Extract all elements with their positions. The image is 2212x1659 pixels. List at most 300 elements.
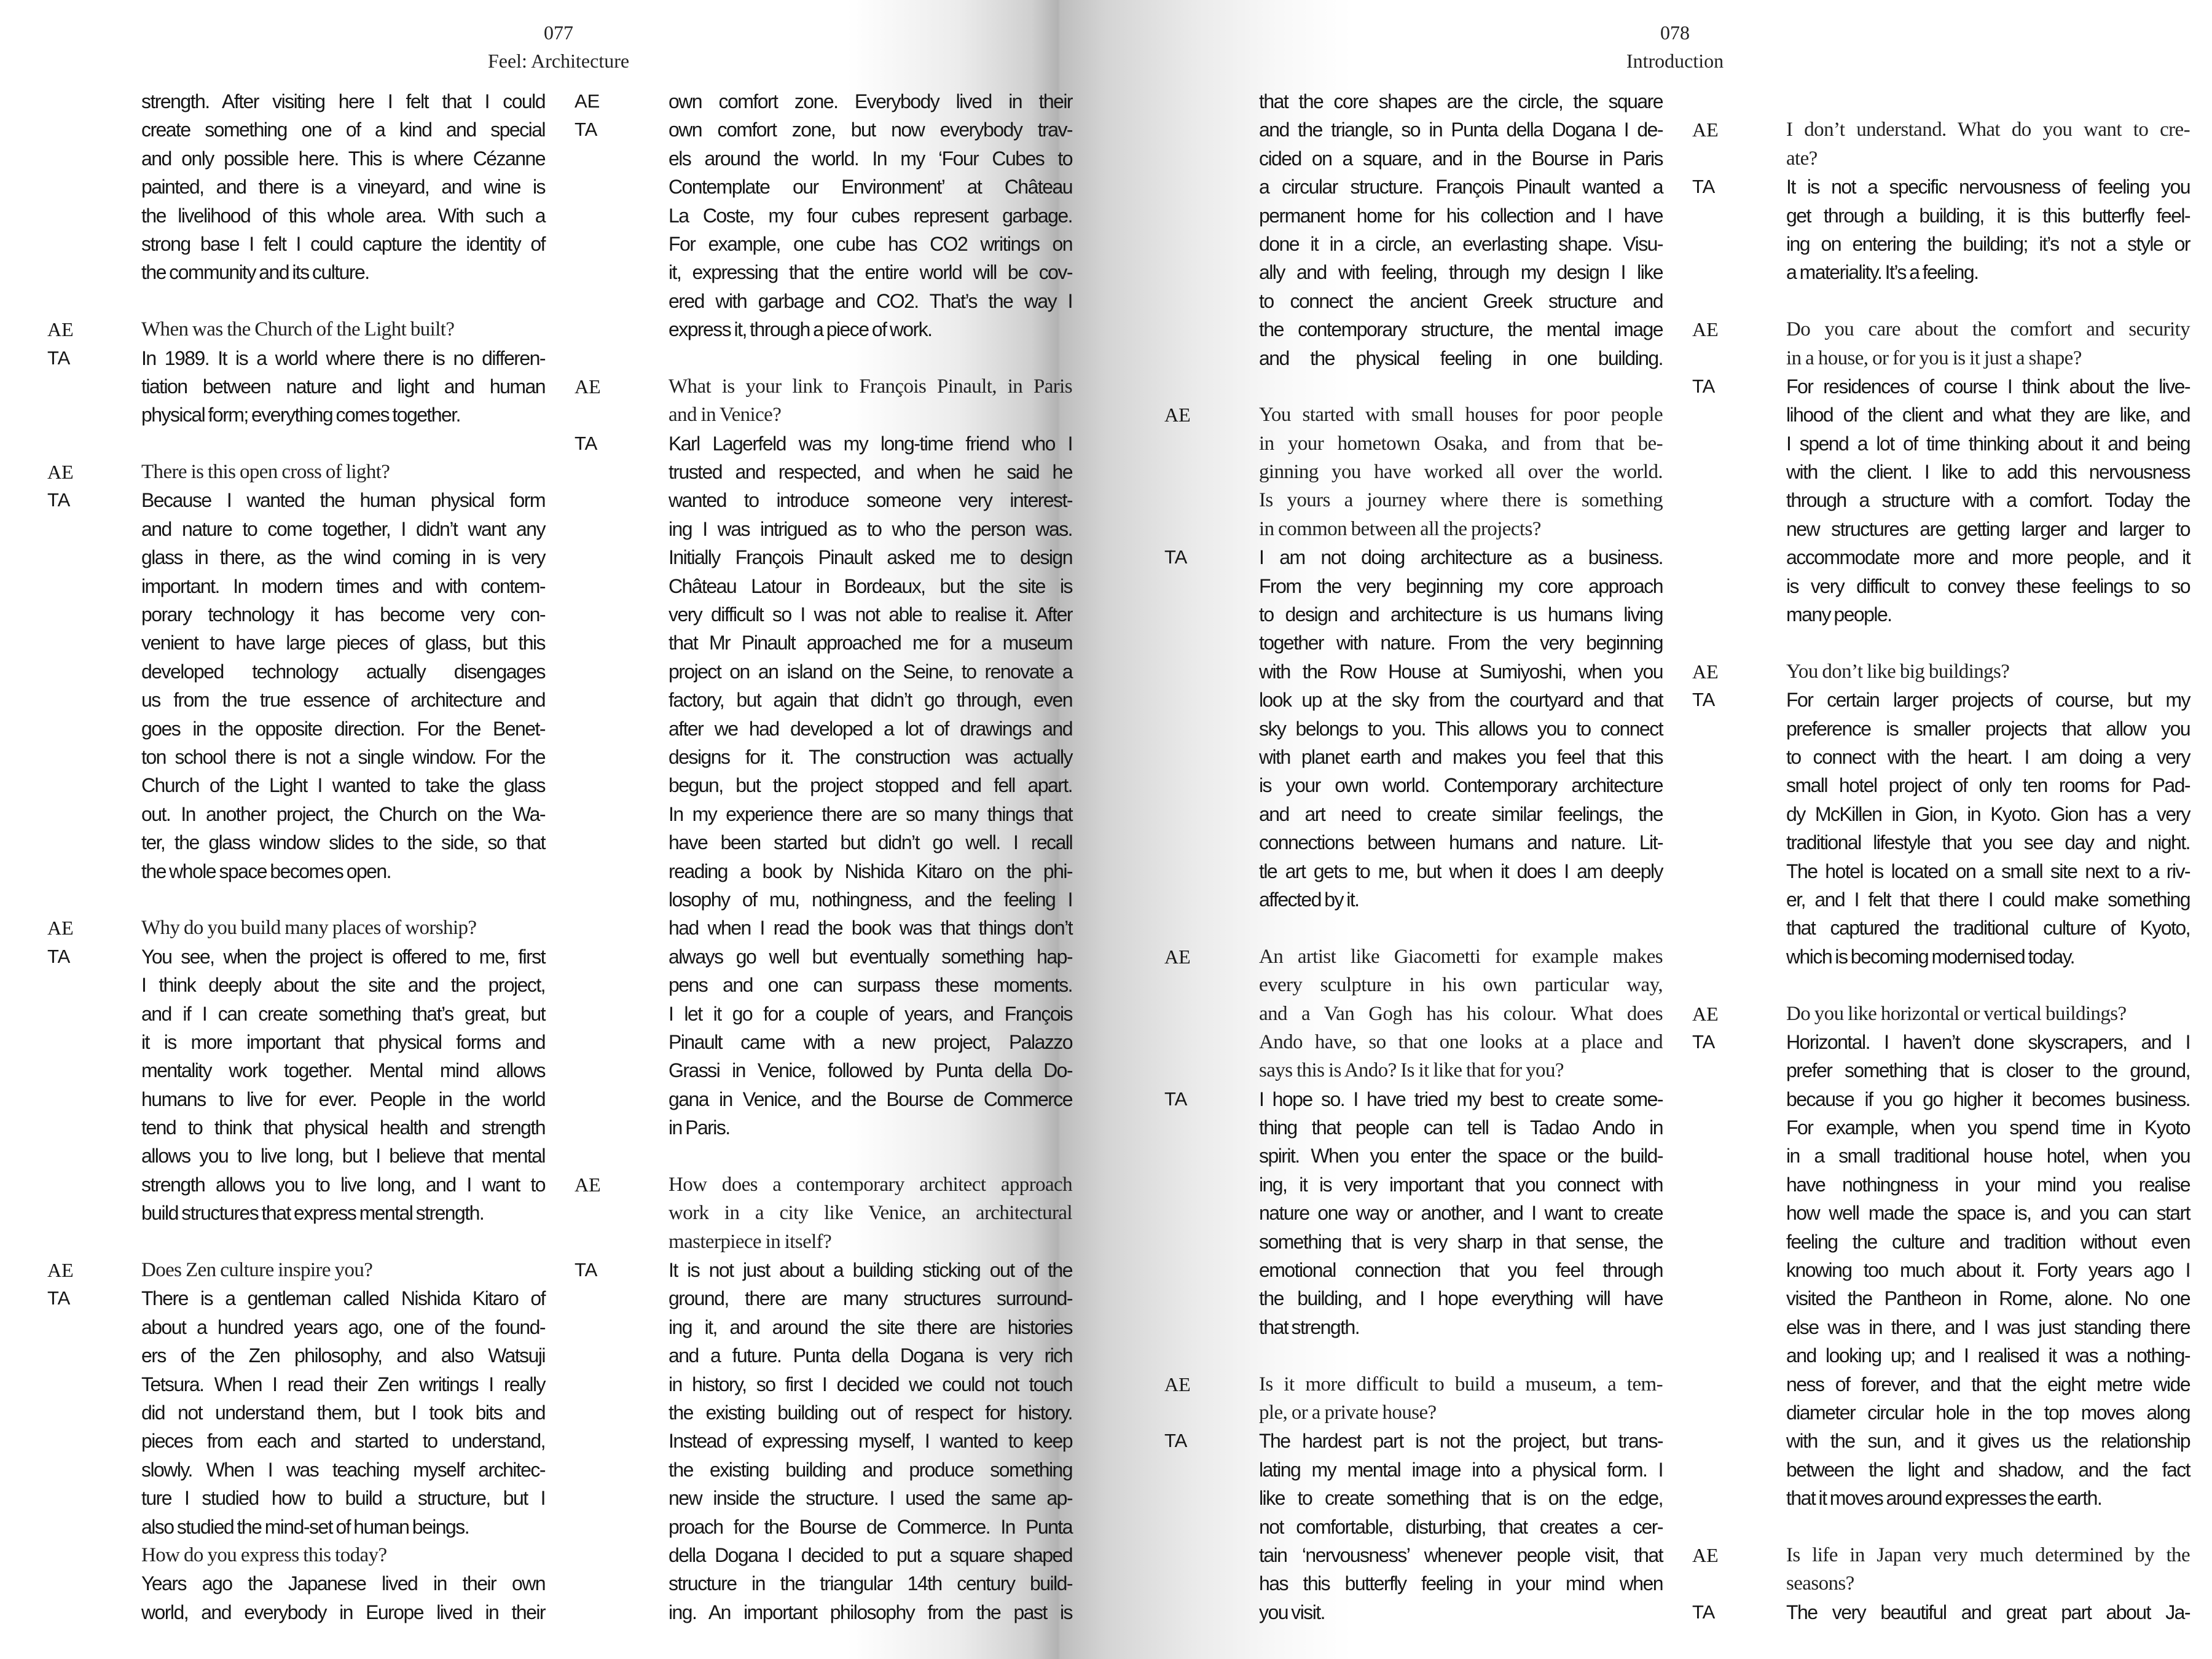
text-line: strength allows you to live long, and I want to (141, 1173, 545, 1196)
text-line: What is your link to François Pinault, in Paris (669, 375, 1072, 398)
text-line: build structures that express mental strength. (141, 1202, 484, 1225)
label-spacer (1164, 258, 1214, 286)
text-column-4 (1786, 116, 2190, 1626)
label-spacer (575, 1541, 624, 1569)
text-line: ers of the Zen philosophy, and also Watsuji (141, 1344, 545, 1367)
text-column-3 (1259, 87, 1663, 1626)
label-spacer (1692, 1256, 1741, 1284)
paragraph-gap (47, 429, 96, 458)
label-spacer (575, 771, 624, 799)
text-line: Grassi in Venice, followed by Punta della Do- (669, 1059, 1072, 1082)
text-line: porary technology it has become very con- (141, 603, 545, 626)
text-line: proach for the Bourse de Commerce. In Punta (669, 1515, 1072, 1538)
text-line: From the very beginning my core approach (1259, 575, 1663, 597)
speaker-labels-column-3 (1164, 87, 1214, 1626)
label-spacer (1692, 1228, 1741, 1256)
text-line: feeling the culture and tradition without even (1786, 1230, 2190, 1253)
text-line: and the physical feeling in one building. (1259, 347, 1663, 369)
speaker-label: TA (47, 945, 71, 967)
text-line: in common between all the projects? (1259, 517, 1541, 540)
text-line: I am not doing architecture as a business. (1259, 546, 1663, 569)
text-line: I don’t understand. What do you want to cre- (1786, 119, 2190, 141)
text-line: the contemporary structure, the mental image (1259, 318, 1663, 341)
label-spacer (575, 1513, 624, 1541)
text-line: tain ‘nervousness’ whenever people visit, that (1259, 1543, 1663, 1566)
paragraph-gap (141, 287, 545, 315)
text-line: strength. After visiting here I felt that I could (141, 90, 545, 112)
label-spacer (1164, 572, 1214, 600)
interview-question (1786, 1541, 2190, 1598)
label-spacer (1164, 686, 1214, 714)
label-spacer (575, 743, 624, 771)
text-line: thing that people can tell is Tadao Ando in (1259, 1116, 1663, 1139)
label-spacer (1692, 572, 1741, 600)
text-line: There is this open cross of light? (141, 461, 390, 484)
interview-question (1786, 1000, 2190, 1028)
text-line: with the Row House at Sumiyoshi, when you (1259, 660, 1663, 683)
text-line: slowly. When I was teaching myself architec- (141, 1458, 545, 1481)
label-spacer (1164, 515, 1214, 543)
label-spacer (1164, 971, 1214, 999)
label-spacer (1692, 1484, 1741, 1512)
text-line: permanent home for his collection and I have (1259, 204, 1663, 227)
text-line: have nothingness in your mind you realise (1786, 1173, 2190, 1196)
label-spacer (1164, 857, 1214, 885)
paragraph-gap (141, 1228, 545, 1256)
interview-question (1786, 315, 2190, 372)
label-spacer (575, 629, 624, 657)
text-line: to design and architecture is us humans living (1259, 603, 1663, 626)
label-spacer (575, 230, 624, 258)
text-line: cided on a square, and in the Bourse in Paris (1259, 147, 1663, 170)
text-line: I think deeply about the site and the project, (141, 974, 545, 997)
text-line: and a future. Punta della Dogana is very rich (669, 1344, 1072, 1367)
label-spacer (1164, 1456, 1214, 1484)
text-line: get through a building, it is this butterfly feel- (1786, 204, 2190, 227)
label-spacer (575, 600, 624, 629)
label-spacer (47, 1000, 96, 1028)
text-line: La Coste, my four cubes represent garbage. (669, 204, 1072, 227)
interview-answer (669, 429, 1072, 1142)
label-spacer (1692, 914, 1741, 942)
text-line: visited the Pantheon in Rome, alone. No one (1786, 1287, 2190, 1310)
text-line: lihood of the client and what they are like, and (1786, 404, 2190, 426)
text-line: How do you express this today? (141, 1543, 387, 1566)
label-spacer (1692, 1113, 1741, 1142)
text-line: and if I can create something that’s great, but (141, 1002, 545, 1025)
text-line: it is more important that physical forms and (141, 1030, 545, 1053)
text-line: project on an island on the Seine, to renovate a (669, 660, 1072, 683)
text-line: new inside the structure. I used the same ap- (669, 1487, 1072, 1510)
text-line: world, and everybody in Europe lived in their (141, 1601, 545, 1623)
text-line: Château Latour in Bordeaux, but the site is (669, 575, 1072, 597)
label-spacer (1164, 600, 1214, 629)
speaker-label: AE (47, 461, 74, 484)
label-spacer (1692, 857, 1741, 885)
label-spacer (575, 1484, 624, 1512)
label-spacer (1164, 657, 1214, 686)
label-spacer (47, 686, 96, 714)
label-spacer (575, 1427, 624, 1455)
speaker-label: AE (575, 1173, 601, 1196)
text-line: had when I read the book was that things don’t (669, 917, 1072, 939)
label-spacer (575, 1313, 624, 1341)
label-spacer (1164, 144, 1214, 173)
text-line: knowing too much about it. Forty years ago I (1786, 1259, 2190, 1282)
text-line: In my experience there are so many things that (669, 802, 1072, 825)
text-line: ginning you have worked all over the world. (1259, 461, 1663, 484)
text-line: affected by it. (1259, 888, 1359, 911)
label-spacer (1164, 629, 1214, 657)
label-spacer (47, 372, 96, 401)
text-line: every sculpture in his own particular way, (1259, 974, 1663, 997)
text-line: and looking up; and I realised it was a nothing- (1786, 1344, 2190, 1367)
label-spacer (47, 1341, 96, 1370)
text-line: us from the true essence of architecture and (141, 689, 545, 712)
text-line: Is life in Japan very much determined by the (1786, 1543, 2190, 1566)
label-spacer (1692, 1142, 1741, 1170)
label-spacer (575, 401, 624, 429)
text-line: that the core shapes are the circle, the square (1259, 90, 1663, 112)
text-line: Tetsura. When I read their Zen writings I really (141, 1373, 545, 1395)
interview-answer (1786, 372, 2190, 629)
text-line: own comfort zone, but now everybody trav- (669, 119, 1072, 141)
speaker-label: TA (47, 489, 71, 511)
interview-question (141, 1541, 545, 1569)
text-line: You see, when the project is offered to me, first (141, 945, 545, 968)
paragraph-gap (1259, 1341, 1663, 1370)
label-spacer (1692, 1398, 1741, 1427)
text-line: For example, one cube has CO2 writings on (669, 232, 1072, 255)
page-header-left (374, 18, 743, 75)
label-spacer (575, 885, 624, 914)
text-line: has this butterfly feeling in your mind when (1259, 1572, 1663, 1595)
speaker-label: AE (1692, 1002, 1719, 1025)
label-spacer (1692, 743, 1741, 771)
label-spacer (1164, 287, 1214, 315)
label-spacer (575, 1000, 624, 1028)
text-line: in your hometown Osaka, and from that be- (1259, 432, 1663, 455)
text-line: trusted and respected, and when he said he (669, 461, 1072, 484)
label-spacer (575, 1028, 624, 1056)
label-spacer (575, 202, 624, 230)
label-spacer (47, 743, 96, 771)
text-line: the building, and I hope everything will have (1259, 1287, 1663, 1310)
page-number: 078 (1660, 22, 1690, 44)
label-spacer (1164, 800, 1214, 828)
label-spacer (47, 771, 96, 799)
text-line: There is a gentleman called Nishida Kitaro of (141, 1287, 545, 1310)
text-line: The very beautiful and great part about Ja- (1786, 1601, 2190, 1623)
text-line: pieces from each and started to understand, (141, 1430, 545, 1453)
text-line: says this is Ando? Is it like that for you? (1259, 1059, 1564, 1082)
text-line: prefer something that is closer to the ground, (1786, 1059, 2190, 1082)
text-line: tle art gets to me, but when it does I am deeply (1259, 860, 1663, 882)
paragraph-gap (1164, 1341, 1214, 1370)
label-spacer (1692, 1427, 1741, 1455)
text-line: Does Zen culture inspire you? (141, 1259, 373, 1282)
speaker-label: TA (575, 432, 598, 454)
text-line: and a Van Gogh has his colour. What does (1259, 1002, 1663, 1025)
label-spacer (1164, 87, 1214, 116)
text-line: lating my mental image into a physical form. I (1259, 1458, 1663, 1481)
text-line: humans to live for ever. People in the world (141, 1088, 545, 1110)
interview-question (1259, 401, 1663, 543)
label-spacer (1164, 1284, 1214, 1312)
text-line: out. In another project, the Church on the Wa- (141, 802, 545, 825)
text-line: the existing building out of respect for history. (669, 1401, 1072, 1424)
text-line: ing. An important philosophy from the past is (669, 1601, 1072, 1623)
label-spacer (1692, 258, 1741, 286)
label-spacer (1692, 1056, 1741, 1084)
interview-question (669, 1171, 1072, 1256)
speaker-label: TA (1692, 689, 1716, 711)
paragraph-gap (141, 429, 545, 458)
text-line: with planet earth and makes you feel that this (1259, 745, 1663, 768)
interview-question (1259, 1370, 1663, 1427)
label-spacer (47, 1398, 96, 1427)
text-line: It is not a specific nervousness of feeling you (1786, 176, 2190, 198)
paragraph-gap (1786, 287, 2190, 315)
label-spacer (1692, 486, 1741, 514)
label-spacer (575, 258, 624, 286)
label-spacer (575, 515, 624, 543)
label-spacer (1692, 344, 1741, 372)
text-line: accommodate more and more people, and it (1786, 546, 2190, 569)
label-spacer (47, 1171, 96, 1199)
label-spacer (1692, 429, 1741, 458)
text-line: in a small traditional house hotel, when you (1786, 1145, 2190, 1167)
label-spacer (1692, 715, 1741, 743)
label-spacer (1164, 116, 1214, 144)
label-spacer (47, 1142, 96, 1170)
text-line: developed technology actually disengages (141, 660, 545, 683)
text-line: Instead of expressing myself, I wanted to keep (669, 1430, 1072, 1453)
text-line: else was in there, and I was just standing there (1786, 1316, 2190, 1338)
text-line: that captured the traditional culture of Kyoto, (1786, 917, 2190, 939)
speaker-labels-column-4 (1692, 116, 1741, 1626)
text-line: I spend a lot of time thinking about it and being (1786, 432, 2190, 455)
paragraph-gap (1786, 971, 2190, 999)
label-spacer (1692, 515, 1741, 543)
text-line: tend to think that physical health and strength (141, 1116, 545, 1139)
text-line: er, and I felt that there I could make something (1786, 888, 2190, 911)
label-spacer (575, 1569, 624, 1598)
label-spacer (575, 173, 624, 201)
text-line: Horizontal. I haven’t done skyscrapers, and I (1786, 1030, 2190, 1053)
text-line: seasons? (1786, 1572, 1854, 1595)
text-line: ered with garbage and CO2. That’s the way I (669, 289, 1072, 312)
speaker-label: TA (575, 119, 598, 141)
label-spacer (1164, 1142, 1214, 1170)
text-line: with the client. I like to add this nervousness (1786, 461, 2190, 484)
text-line: and art need to create similar feelings, the (1259, 802, 1663, 825)
interview-question (1786, 116, 2190, 173)
label-spacer (575, 1113, 624, 1142)
label-spacer (1164, 202, 1214, 230)
interview-answer (1259, 543, 1663, 914)
text-line: new structures are getting larger and larger to (1786, 517, 2190, 540)
text-line: did not understand them, but I took bits and (141, 1401, 545, 1424)
label-spacer (1692, 1341, 1741, 1370)
text-column-1 (141, 87, 545, 1626)
label-spacer (575, 1398, 624, 1427)
label-spacer (1164, 315, 1214, 343)
paragraph-gap (47, 1228, 96, 1256)
text-line: also studied the mind-set of human beings. (141, 1515, 469, 1538)
label-spacer (47, 1028, 96, 1056)
label-spacer (575, 657, 624, 686)
interview-answer (1786, 173, 2190, 287)
speaker-labels-column-2 (575, 87, 624, 1626)
paragraph-gap (47, 287, 96, 315)
text-line: look up at the sky from the courtyard and that (1259, 689, 1663, 712)
text-line: Initially François Pinault asked me to design (669, 546, 1072, 569)
text-line: For certain larger projects of course, but my (1786, 689, 2190, 712)
text-line: to connect the ancient Greek structure and (1259, 289, 1663, 312)
label-spacer (575, 914, 624, 942)
label-spacer (1692, 202, 1741, 230)
text-line: Church of the Light I wanted to take the glass (141, 774, 545, 797)
interview-question (669, 372, 1072, 429)
text-line: ate? (1786, 147, 1818, 170)
label-spacer (1164, 1313, 1214, 1341)
text-line: wanted to introduce someone very interest- (669, 489, 1072, 512)
paragraph-gap (1786, 629, 2190, 657)
label-spacer (1164, 458, 1214, 486)
interview-question (141, 458, 545, 486)
label-spacer (1692, 144, 1741, 173)
text-line: is very difficult to convey these feelings to so (1786, 575, 2190, 597)
label-spacer (1692, 1171, 1741, 1199)
label-spacer (575, 828, 624, 857)
label-spacer (1164, 1171, 1214, 1199)
label-spacer (1692, 401, 1741, 429)
paragraph-gap (669, 1142, 1072, 1170)
text-line: ton school there is not a single window. For the (141, 745, 545, 768)
interview-answer (141, 1284, 545, 1541)
text-line: preference is smaller projects that allow you (1786, 717, 2190, 740)
text-line: della Dogana I decided to put a square shaped (669, 1543, 1072, 1566)
text-line: Do you care about the comfort and security (1786, 318, 2190, 341)
text-line: with the sun, and it gives us the relationship (1786, 1430, 2190, 1453)
speaker-label: AE (575, 90, 600, 112)
text-line: Karl Lagerfeld was my long-time friend who I (669, 432, 1072, 455)
label-spacer (1164, 885, 1214, 914)
label-spacer (575, 1284, 624, 1312)
label-spacer (47, 515, 96, 543)
label-spacer (47, 401, 96, 429)
text-line: ing, it is very important that you connect with (1259, 1173, 1663, 1196)
text-line: factory, but again that didn’t go through, even (669, 689, 1072, 712)
text-line: in a house, or for you is it just a shape? (1786, 347, 2082, 369)
text-line: through a structure with a comfort. Today the (1786, 489, 2190, 512)
speaker-label: AE (1692, 119, 1719, 141)
label-spacer (1164, 1028, 1214, 1056)
speaker-label: TA (1692, 1601, 1716, 1623)
text-line: mentality work together. Mental mind allows (141, 1059, 545, 1082)
text-line: Do you like horizontal or vertical buildings? (1786, 1002, 2127, 1025)
label-spacer (1692, 543, 1741, 571)
label-spacer (1692, 885, 1741, 914)
text-line: and in Venice? (669, 404, 782, 426)
label-spacer (575, 1228, 624, 1256)
label-spacer (1692, 1456, 1741, 1484)
speaker-labels-column-1 (47, 87, 96, 1626)
label-spacer (575, 315, 624, 343)
label-spacer (575, 572, 624, 600)
text-line: that it moves around expresses the earth. (1786, 1487, 2102, 1510)
section-title: Feel: Architecture (487, 50, 630, 72)
text-line: When was the Church of the Light built? (141, 318, 455, 341)
text-line: sky belongs to you. This allows you to connect (1259, 717, 1663, 740)
text-line: together with nature. From the very beginning (1259, 632, 1663, 654)
label-spacer (1164, 1513, 1214, 1541)
paragraph-gap (1259, 914, 1663, 942)
text-line: For residences of course I think about the live- (1786, 375, 2190, 398)
text-line: The hotel is located on a small site next to a riv- (1786, 860, 2190, 882)
text-line: ing it, and around the site there are histories (669, 1316, 1072, 1338)
text-line: work in a city like Venice, an architectural (669, 1202, 1072, 1225)
label-spacer (1164, 1598, 1214, 1626)
text-line: the whole space becomes open. (141, 860, 391, 882)
label-spacer (1164, 715, 1214, 743)
text-line: and nature to come together, I didn’t want any (141, 517, 545, 540)
label-spacer (47, 1370, 96, 1398)
text-line: tiation between nature and light and human (141, 375, 545, 398)
text-line: designs for it. The construction was actually (669, 745, 1072, 768)
text-line: important. In modern times and with contem- (141, 575, 545, 597)
label-spacer (47, 116, 96, 144)
speaker-label: AE (1164, 1373, 1191, 1395)
label-spacer (575, 715, 624, 743)
label-spacer (47, 1085, 96, 1113)
text-line: masterpiece in itself? (669, 1230, 832, 1253)
label-spacer (575, 1199, 624, 1227)
text-column-2 (669, 87, 1072, 1626)
text-line: strong base I felt I could capture the identity of (141, 232, 545, 255)
text-line: diameter circular hole in the top moves along (1786, 1401, 2190, 1424)
interview-answer (1786, 1598, 2190, 1626)
label-spacer (47, 657, 96, 686)
text-line: always go well but eventually something hap- (669, 945, 1072, 968)
label-spacer (1692, 1313, 1741, 1341)
text-line: something that is very sharp in that sense, the (1259, 1230, 1663, 1253)
interview-answer (141, 344, 545, 429)
label-spacer (575, 1056, 624, 1084)
text-line: painted, and there is a vineyard, and wine is (141, 176, 545, 198)
label-spacer (1692, 1370, 1741, 1398)
text-line: An artist like Giacometti for example makes (1259, 945, 1663, 968)
text-line: you visit. (1259, 1601, 1325, 1623)
speaker-label: AE (1692, 318, 1719, 341)
label-spacer (575, 686, 624, 714)
text-line: in Paris. (669, 1116, 730, 1139)
interview-answer (1786, 686, 2190, 971)
text-line: nature one way or another, and I want to create (1259, 1202, 1663, 1225)
text-line: because if you go higher it becomes business. (1786, 1088, 2190, 1110)
label-spacer (575, 1370, 624, 1398)
label-spacer (47, 629, 96, 657)
label-spacer (1164, 1000, 1214, 1028)
text-line: physical form; everything comes together. (141, 404, 460, 426)
label-spacer (47, 1199, 96, 1227)
text-line: the livelihood of this whole area. With such a (141, 204, 545, 227)
label-spacer (1164, 771, 1214, 799)
label-spacer (1692, 458, 1741, 486)
text-line: reading a book by Nishida Kitaro on the phi- (669, 860, 1072, 882)
text-line: like to create something that is on the edge, (1259, 1487, 1663, 1510)
